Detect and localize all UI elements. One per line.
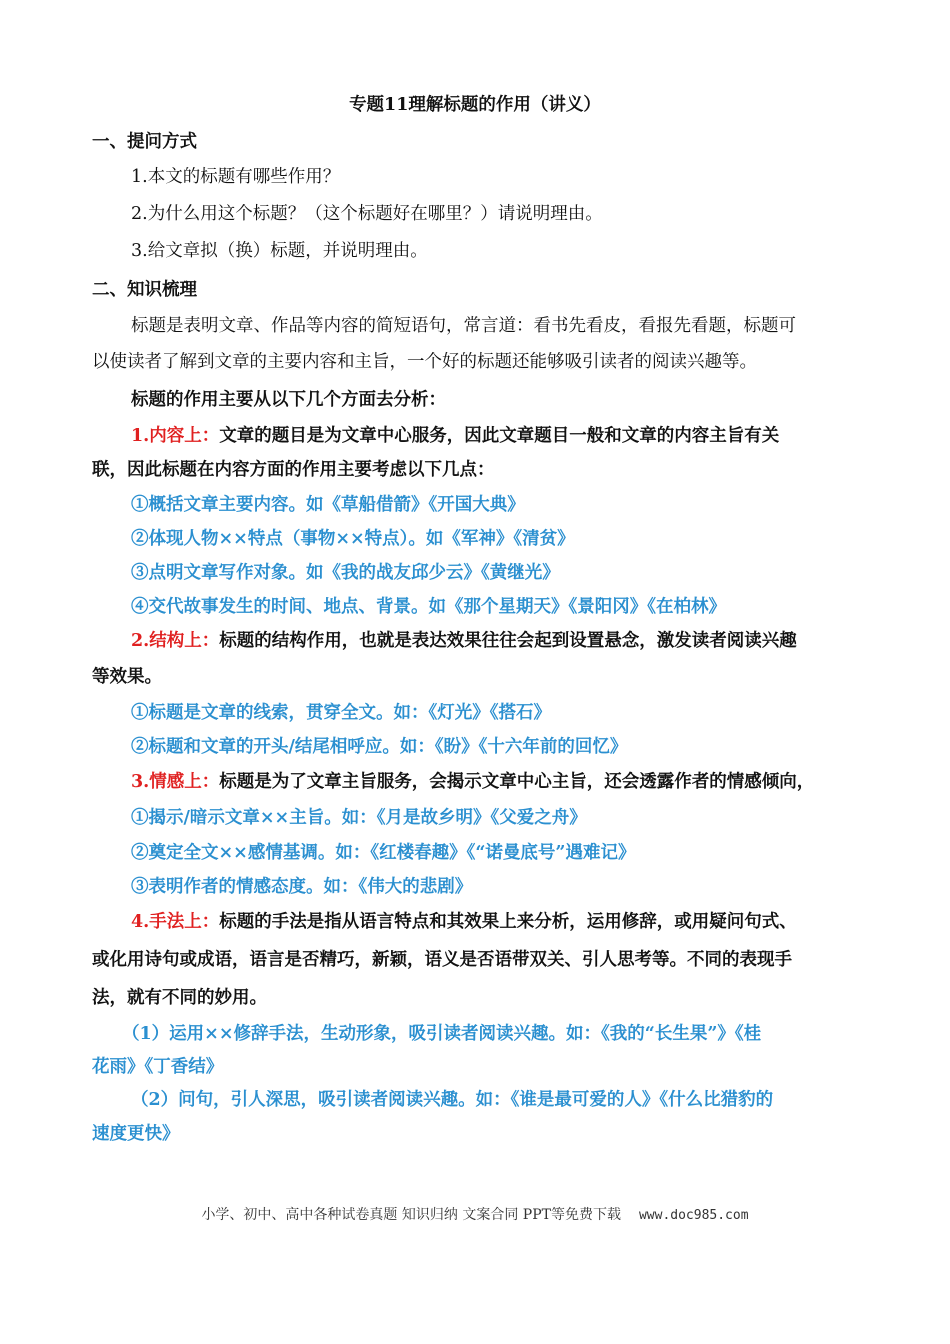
structure-paragraph-line-1 <box>131 624 950 658</box>
footer-url[interactable]: www.doc985.com <box>638 1208 749 1223</box>
analysis-intro: 标题的作用主要从以下几个方面去分析： <box>131 390 446 410</box>
content-point-2: ②体现人物××特点（事物××特点）。如《军神》《清贫》 <box>131 529 575 549</box>
emotion-label: 3.情感上： <box>131 772 220 792</box>
structure-text-1: 标题的结构作用，也就是表达效果往往会起到设置悬念，激发读者阅读兴趣 <box>219 631 797 651</box>
footer-text: 小学、初中、高中各种试卷真题 知识归纳 文案合同 PPT等免费下载 <box>201 1207 621 1223</box>
section-heading-question-types: 一、提问方式 <box>92 132 197 152</box>
emotion-point-3: ③表明作者的情感态度。如：《伟大的悲剧》 <box>131 877 473 897</box>
technique-paragraph-line-3: 法，就有不同的妙用。 <box>92 988 267 1008</box>
structure-point-2: ②标题和文章的开头/结尾相呼应。如：《盼》《十六年前的回忆》 <box>131 737 628 757</box>
technique-point-2-line-1: （2）问句，引人深思，吸引读者阅读兴趣。如：《谁是最可爱的人》《什么比猎豹的 <box>131 1090 774 1110</box>
structure-paragraph-line-2: 等效果。 <box>92 667 162 687</box>
content-paragraph-line-2: 联，因此标题在内容方面的作用主要考虑以下几点： <box>92 460 495 480</box>
content-text-1: 文章的题目是为文章中心服务，因此文章题目一般和文章的内容主旨有关 <box>219 426 780 446</box>
question-item-1: 1.本文的标题有哪些作用？ <box>131 167 341 187</box>
content-point-1: ①概括文章主要内容。如《草船借箭》《开国大典》 <box>131 495 525 515</box>
question-item-2: 2.为什么用这个标题？（这个标题好在哪里？）请说明理由。 <box>131 204 603 224</box>
content-point-3: ③点明文章写作对象。如《我的战友邱少云》《黄继光》 <box>131 563 560 583</box>
technique-point-1-line-2: 花雨》《丁香结》 <box>92 1057 224 1077</box>
technique-point-1-line-1: （1）运用××修辞手法，生动形象，吸引读者阅读兴趣。如：《我的“长生果”》《桂 <box>122 1024 762 1044</box>
technique-paragraph-line-2: 或化用诗句或成语，语言是否精巧，新颖，语义是否语带双关、引人思考等。不同的表现手 <box>92 950 792 970</box>
page-footer <box>0 1203 950 1228</box>
content-paragraph-line-1 <box>131 419 950 453</box>
structure-point-1: ①标题是文章的线索，贯穿全文。如：《灯光》《搭石》 <box>131 703 551 723</box>
technique-paragraph-line-1 <box>131 905 950 939</box>
structure-label: 2.结构上： <box>131 631 220 651</box>
technique-text-1: 标题的手法是指从语言特点和其效果上来分析，运用修辞，或用疑问句式、 <box>219 912 797 932</box>
intro-paragraph-line-2: 以使读者了解到文章的主要内容和主旨，一个好的标题还能够吸引读者的阅读兴趣等。 <box>92 352 757 372</box>
technique-label: 4.手法上： <box>131 912 220 932</box>
page-title: 专题11理解标题的作用（讲义） <box>349 95 601 115</box>
emotion-paragraph-line-1 <box>131 765 950 799</box>
emotion-point-1: ①揭示/暗示文章××主旨。如：《月是故乡明》《父爱之舟》 <box>131 808 587 828</box>
content-label: 1.内容上： <box>131 426 220 446</box>
content-point-4: ④交代故事发生的时间、地点、背景。如《那个星期天》《景阳冈》《在柏林》 <box>131 597 726 617</box>
intro-paragraph-line-1: 标题是表明文章、作品等内容的简短语句，常言道：看书先看皮，看报先看题，标题可 <box>131 316 796 336</box>
technique-point-2-line-2: 速度更快》 <box>92 1124 180 1144</box>
emotion-text-1: 标题是为了文章主旨服务，会揭示文章中心主旨，还会透露作者的情感倾向， <box>219 772 815 792</box>
question-item-3: 3.给文章拟（换）标题，并说明理由。 <box>131 241 428 261</box>
emotion-point-2: ②奠定全文××感情基调。如：《红楼春趣》《“诺曼底号”遇难记》 <box>131 843 636 863</box>
section-heading-knowledge: 二、知识梳理 <box>92 280 197 300</box>
